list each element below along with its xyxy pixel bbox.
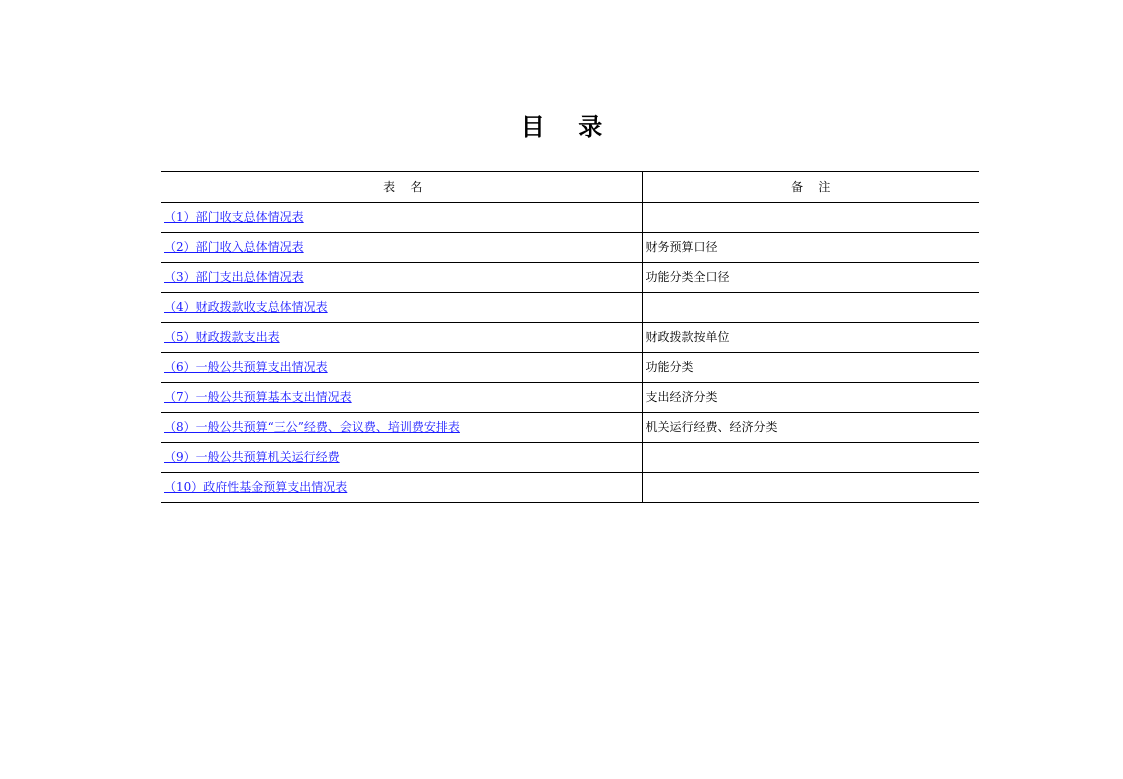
- row-note-cell: 功能分类: [642, 353, 979, 383]
- row-name-cell: [161, 473, 642, 503]
- row-name-cell: [161, 323, 642, 353]
- row-name-cell: [161, 353, 642, 383]
- toc-link-9[interactable]: （9）一般公共预算机关运行经费: [164, 450, 340, 464]
- row-note-cell: 功能分类全口径: [642, 263, 979, 293]
- row-name-cell: [161, 413, 642, 443]
- row-name-cell: [161, 233, 642, 263]
- row-note-cell: 机关运行经费、经济分类: [642, 413, 979, 443]
- table-row: [161, 473, 979, 503]
- toc-link-6[interactable]: （6）一般公共预算支出情况表: [164, 360, 328, 374]
- toc-link-10[interactable]: （10）政府性基金预算支出情况表: [164, 480, 348, 494]
- row-note-cell: 支出经济分类: [642, 383, 979, 413]
- row-note-cell: [642, 293, 979, 323]
- table-row: [161, 263, 979, 293]
- toc-link-4[interactable]: （4）财政拨款收支总体情况表: [164, 300, 328, 314]
- toc-link-2[interactable]: （2）部门收入总体情况表: [164, 240, 304, 254]
- row-name-cell: [161, 293, 642, 323]
- toc-link-8[interactable]: （8）一般公共预算“三公”经费、会议费、培训费安排表: [164, 420, 460, 434]
- table-row: [161, 443, 979, 473]
- table-row: [161, 353, 979, 383]
- toc-link-1[interactable]: （1）部门收支总体情况表: [164, 210, 304, 224]
- row-name-cell: [161, 383, 642, 413]
- page-title: 目 录: [520, 113, 603, 141]
- table-header-row: [161, 172, 979, 203]
- toc-link-5[interactable]: （5）财政拨款支出表: [164, 330, 280, 344]
- toc-table: [161, 171, 979, 503]
- toc-link-3[interactable]: （3）部门支出总体情况表: [164, 270, 304, 284]
- toc-link-7[interactable]: （7）一般公共预算基本支出情况表: [164, 390, 352, 404]
- table-row: [161, 203, 979, 233]
- table-row: [161, 293, 979, 323]
- table-row: [161, 383, 979, 413]
- row-name-cell: [161, 443, 642, 473]
- table-row: [161, 413, 979, 443]
- row-note-cell: [642, 203, 979, 233]
- table-row: [161, 323, 979, 353]
- row-name-cell: [161, 203, 642, 233]
- header-name: 表 名: [161, 172, 642, 203]
- header-note: 备 注: [642, 172, 979, 203]
- row-note-cell: [642, 443, 979, 473]
- row-note-cell: [642, 473, 979, 503]
- row-name-cell: [161, 263, 642, 293]
- table-row: [161, 233, 979, 263]
- row-note-cell: 财政拨款按单位: [642, 323, 979, 353]
- row-note-cell: 财务预算口径: [642, 233, 979, 263]
